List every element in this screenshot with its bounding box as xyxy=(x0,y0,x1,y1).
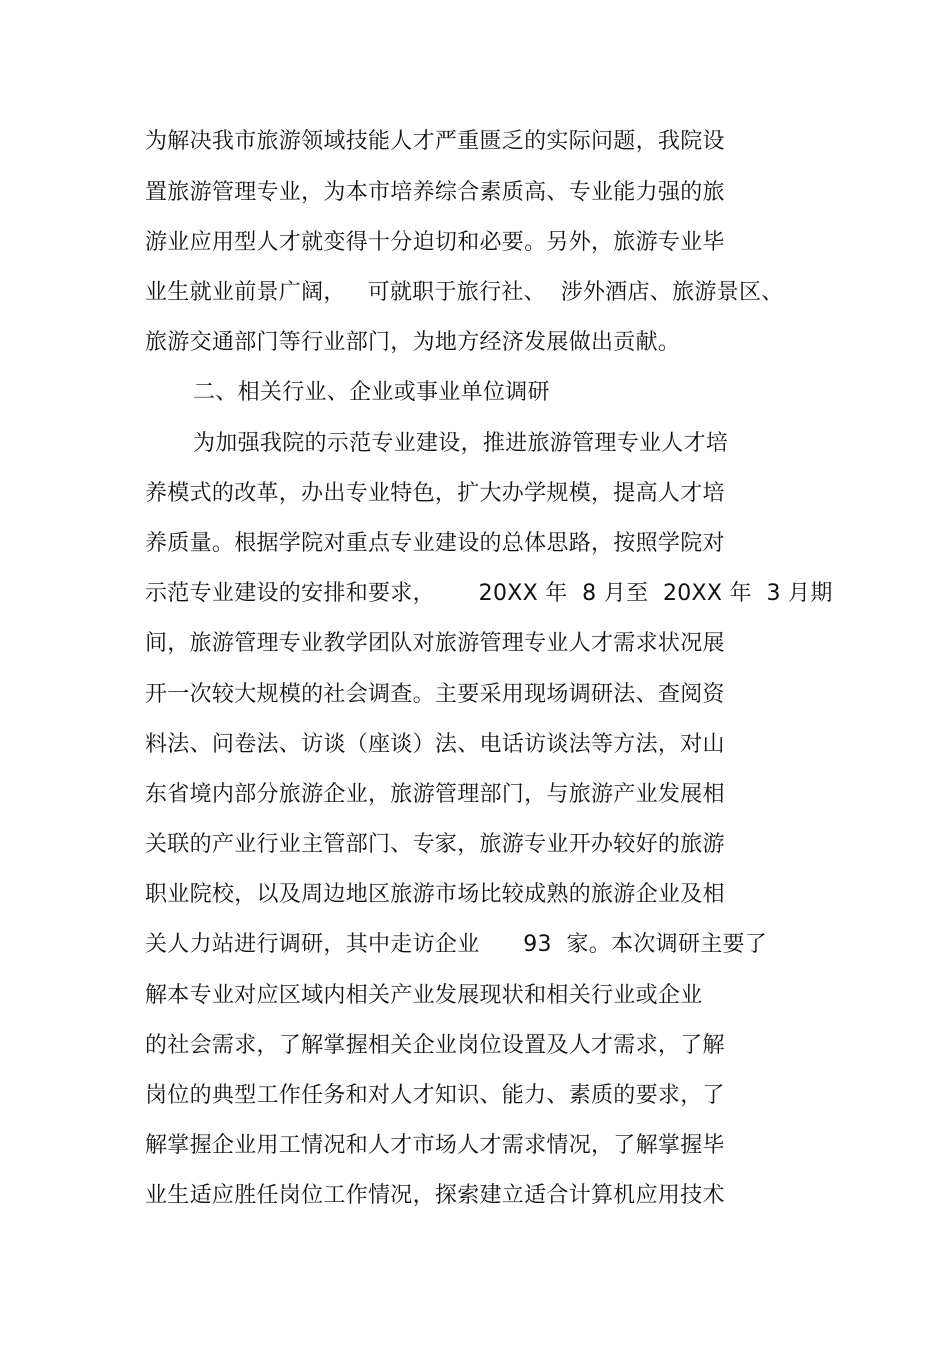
paragraph-line: 关联的产业行业主管部门、专家，旅游专业开办较好的旅游 xyxy=(145,832,725,857)
paragraph-line: 东省境内部分旅游企业，旅游管理部门，与旅游产业发展相 xyxy=(145,782,725,807)
paragraph-line: 职业院校，以及周边地区旅游市场比较成熟的旅游企业及相 xyxy=(145,882,725,907)
paragraph-line: 业生就业前景广阔， 可就职于旅行社、 涉外酒店、旅游景区、 xyxy=(145,280,784,305)
paragraph-line: 的社会需求，了解掌握相关企业岗位设置及人才需求，了解 xyxy=(145,1033,725,1058)
section-heading: 二、相关行业、企业或事业单位调研 xyxy=(193,380,550,405)
paragraph-line: 开一次较大规模的社会调查。主要采用现场调研法、查阅资 xyxy=(145,682,725,707)
paragraph-line: 养质量。根据学院对重点专业建设的总体思路，按照学院对 xyxy=(145,531,725,556)
paragraph-line: 业生适应胜任岗位工作情况，探索建立适合计算机应用技术 xyxy=(145,1183,725,1208)
paragraph-line: 解本专业对应区域内相关产业发展现状和相关行业或企业 xyxy=(145,983,703,1008)
paragraph-line: 旅游交通部门等行业部门，为地方经济发展做出贡献。 xyxy=(145,330,681,355)
paragraph-line: 为加强我院的示范专业建设，推进旅游管理专业人才培 xyxy=(193,431,729,456)
paragraph-line: 为解决我市旅游领域技能人才严重匮乏的实际问题，我院设 xyxy=(145,129,725,154)
paragraph-line: 关人力站进行调研，其中走访企业 93 家。本次调研主要了 xyxy=(145,932,768,957)
paragraph-line: 养模式的改革，办出专业特色，扩大办学规模，提高人才培 xyxy=(145,481,725,506)
paragraph-line: 置旅游管理专业，为本市培养综合素质高、专业能力强的旅 xyxy=(145,180,725,205)
paragraph-line: 间，旅游管理专业教学团队对旅游管理专业人才需求状况展 xyxy=(145,631,725,656)
paragraph-line: 示范专业建设的安排和要求， 20XX 年 8 月至 20XX 年 3 月期 xyxy=(145,581,833,606)
paragraph-line: 解掌握企业用工情况和人才市场人才需求情况，了解掌握毕 xyxy=(145,1133,725,1158)
paragraph-line: 岗位的典型工作任务和对人才知识、能力、素质的要求，了 xyxy=(145,1083,725,1108)
paragraph-line: 游业应用型人才就变得十分迫切和必要。另外，旅游专业毕 xyxy=(145,230,725,255)
paragraph-line: 料法、问卷法、访谈（座谈）法、电话访谈法等方法，对山 xyxy=(145,732,725,757)
